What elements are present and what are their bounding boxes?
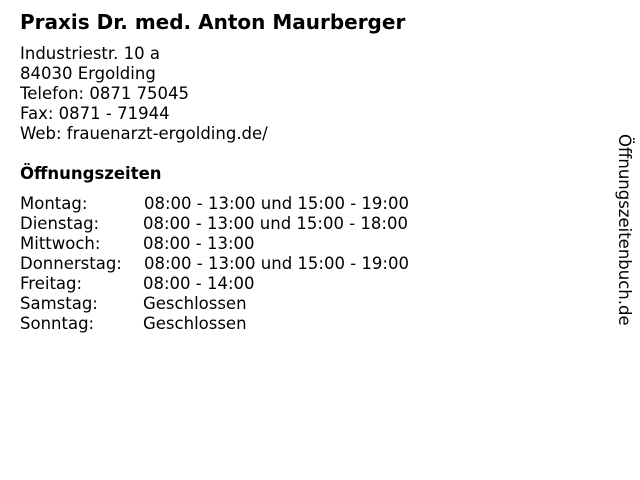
opening-hours-heading: Öffnungszeiten xyxy=(20,164,162,183)
phone-line: Telefon: 0871 75045 xyxy=(20,84,190,103)
day-label: Sonntag: xyxy=(20,314,95,333)
day-label: Dienstag: xyxy=(20,214,100,233)
day-label: Samstag: xyxy=(20,294,98,313)
hours-value: 08:00 - 13:00 und 15:00 - 19:00 xyxy=(144,254,409,273)
hours-value: 08:00 - 13:00 und 15:00 - 18:00 xyxy=(143,214,408,233)
hours-value: 08:00 - 13:00 xyxy=(143,234,255,253)
hours-value: 08:00 - 13:00 und 15:00 - 19:00 xyxy=(144,194,409,213)
brand-watermark: Öffnungszeitenbuch.de xyxy=(615,134,634,326)
day-label: Donnerstag: xyxy=(20,254,122,273)
hours-value: 08:00 - 14:00 xyxy=(143,274,255,293)
fax-line: Fax: 0871 - 71944 xyxy=(20,104,170,123)
hours-value: Geschlossen xyxy=(143,294,247,313)
hours-value: Geschlossen xyxy=(143,314,247,333)
business-name: Praxis Dr. med. Anton Maurberger xyxy=(20,10,406,34)
website-line: Web: frauenarzt-ergolding.de/ xyxy=(20,124,268,143)
day-label: Mittwoch: xyxy=(20,234,101,253)
day-label: Montag: xyxy=(20,194,88,213)
contact-block xyxy=(20,44,268,144)
day-label: Freitag: xyxy=(20,274,83,293)
street-address: Industriestr. 10 a xyxy=(20,44,161,63)
city-postal: 84030 Ergolding xyxy=(20,64,156,83)
